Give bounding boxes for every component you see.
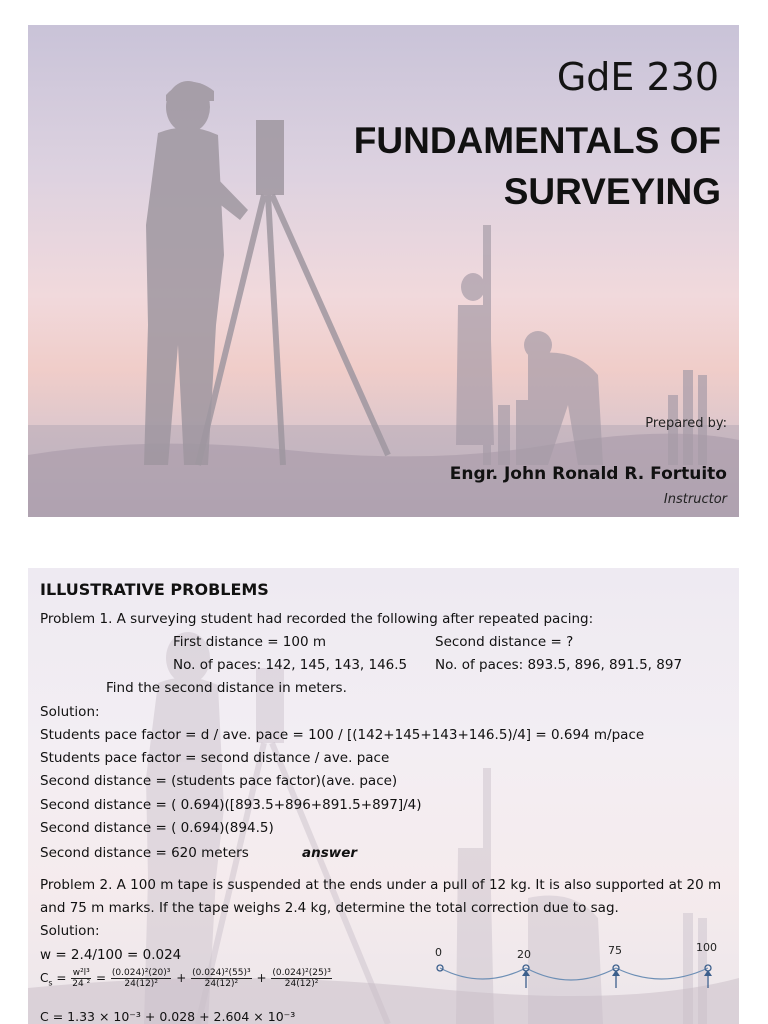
problems-slide [28, 568, 739, 1024]
fraction-general [71, 968, 91, 989]
author-name: Engr. John Ronald R. Fortuito [449, 464, 727, 484]
prepared-by-label: Prepared by: [645, 416, 727, 431]
equals-sign: = [96, 971, 107, 985]
problem-2-statement-1: Problem 2. A 100 m tape is suspended at the ends under a pull of 12 kg. It is also supported at 20 m [40, 877, 722, 893]
problem-1-statement: Problem 1. A surveying student had recorded the following after repeated pacing: [40, 611, 594, 627]
arrow-head [522, 970, 530, 976]
tape-span-2 [526, 968, 616, 980]
cs-symbol: C [40, 971, 49, 985]
problem-1-find: Find the second distance in meters. [106, 680, 347, 696]
plus-sign: + [256, 971, 267, 985]
numerator: (0.024)²(25)³ [272, 968, 331, 978]
title-line-2: SURVEYING [503, 171, 721, 212]
paces-second: No. of paces: 893.5, 896, 891.5, 897 [435, 657, 683, 673]
problem-2-solution-label: Solution: [40, 923, 100, 939]
tape-diagram-svg [426, 940, 726, 1000]
sag-formula [40, 966, 333, 995]
fraction-span-1 [111, 968, 171, 989]
mark-label: 20 [517, 948, 531, 961]
course-title [354, 115, 721, 217]
problem-2-statement-2: and 75 m marks. If the tape weighs 2.4 kg, determine the total correction due to sag. [40, 900, 619, 916]
mark-label: 75 [608, 944, 622, 957]
first-distance: First distance = 100 m [173, 634, 327, 650]
sag-total-line: C = 1.33 × 10⁻³ + 0.028 + 2.604 × 10⁻³ [40, 1009, 296, 1024]
fraction-span-3 [271, 968, 331, 989]
arrow-head [704, 970, 712, 976]
solution-step: Students pace factor = d / ave. pace = 100 / [(142+145+143+146.5)/4] = 0.694 m/pace [40, 727, 645, 743]
author-role: Instructor [663, 492, 727, 507]
title-slide [28, 25, 739, 517]
course-code: GdE 230 [556, 55, 719, 99]
denominator: 24(12)² [204, 979, 239, 989]
denominator: 24(12)² [284, 979, 319, 989]
solution-label: Solution: [40, 704, 100, 720]
tape-sag-diagram [426, 940, 726, 1000]
slide-heading: ILLUSTRATIVE PROBLEMS [40, 580, 269, 599]
tape-span-3 [616, 968, 708, 979]
numerator: (0.024)²(55)³ [192, 968, 251, 978]
weight-per-meter: w = 2.4/100 = 0.024 [40, 947, 182, 963]
denominator: 24(12)² [124, 979, 158, 989]
denominator: 24 ² [72, 979, 91, 989]
solution-step: Second distance = ( 0.694)([893.5+896+891.5+897]/4) [40, 797, 422, 813]
mark-label: 100 [696, 941, 717, 954]
fraction-span-2 [191, 968, 251, 989]
answer-label: answer [302, 845, 358, 861]
paces-first: No. of paces: 142, 145, 143, 146.5 [173, 657, 408, 673]
tape-span-1 [440, 968, 526, 979]
solution-step: Second distance = 620 meters [40, 845, 249, 861]
plus-sign: + [176, 971, 187, 985]
mark-label: 0 [435, 946, 442, 959]
numerator: (0.024)²(20)³ [111, 968, 171, 978]
arrow-head [612, 970, 620, 976]
numerator: w²l³ [72, 968, 90, 978]
solution-step: Second distance = (students pace factor)(ave. pace) [40, 773, 398, 789]
solution-step: Students pace factor = second distance / ave. pace [40, 750, 390, 766]
second-distance: Second distance = ? [435, 634, 574, 650]
solution-step: Second distance = ( 0.694)(894.5) [40, 820, 274, 836]
title-line-1: FUNDAMENTALS OF [353, 120, 721, 161]
cs-subscript: s [48, 978, 53, 988]
equals-sign: = [56, 971, 67, 985]
